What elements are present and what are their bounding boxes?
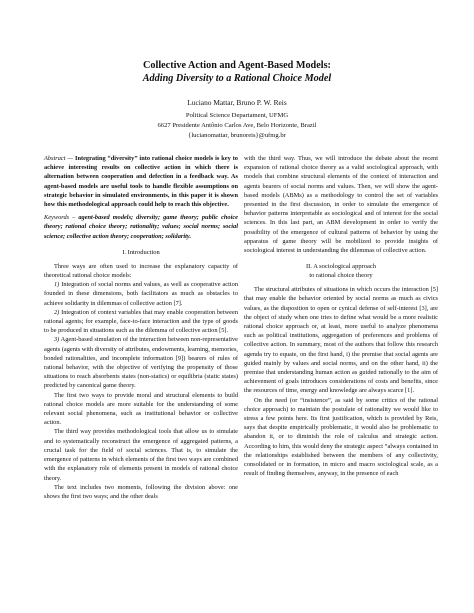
- intro-paragraph: Three ways are often used to increase the explanatory capacity of theoretical rational choice models:: [44, 262, 238, 280]
- body-paragraph: with the third way. Thus, we will introduce the debate about the recent expansion of rational choice theory as a valid sociological approach, with models that combine structural elements of the context of interaction and agents bearers of social norms and values. Then, we will show the agent-based models (ABMs) as a methodology to control the set of variables presented in the first discussion, in order to simulate the emergence of behavior patterns interpretable as sociological and of interest for the social sciences. In this last part, an ABM development in order to verify the possibility of the emergence of cultural patterns of behavior by using the apparatus of game theory will be mobilized to provide insights of sociological interest in understanding the dilemmas of collective action.: [244, 155, 438, 255]
- abstract-label: Abstract —: [44, 155, 74, 162]
- affiliation-address: 6627 Presidente Antônio Carlos Ave, Belo Horizonte, Brazil: [157, 122, 317, 129]
- list-item: [44, 335, 238, 390]
- list-item: [44, 280, 238, 308]
- abstract: [44, 154, 238, 209]
- section-heading-line: to rational choice theory: [309, 272, 373, 280]
- section-heading-sociological-approach: [244, 262, 438, 280]
- keywords-label: Keywords –: [44, 214, 76, 222]
- body-paragraph: The structural attributes of situations in which occurs the interaction [5] that may enable the behavior oriented by social norms as much as civics values, as the disposition to open or cynical defense of self-interest [3], are the object of study when one tries to define what would be a more realistic rational choice approach or, at least, more useful to analyze phenomena such as political institutions, aggregation of preferences and problems of collective action. In summary, most of the authors that follow this research agenda try to equate, on the first hand, i) the premise that social agents are guided mainly by values and social norms, and on the other hand, ii) the premise that understanding human action as guided rationally to the aim of achievement of goals introduces considerations of costs and benefits, since the resources of time, energy and knowledge are always scarce [1].: [244, 286, 438, 395]
- body-paragraph: The third way provides methodological tools that allow us to simulate and to systematically reconstruct the emergence of aggregated patterns, a crucial task for the field of social sciences. That is, to simulate the emergence of patterns in which elements of the first two ways are combined with the explanatory role of elements present in models of rational choice theory.: [44, 428, 238, 482]
- list-item-number: 2): [54, 308, 60, 316]
- paper-title: Collective Action and Agent-Based Models:: [143, 60, 331, 71]
- list-item-text: Integration of social norms and values, as well as cooperative action founded in these dimensions, both facilitators as much as obstacles to achieve solidarity in dilemmas of collective action [7].: [44, 281, 238, 307]
- body-paragraph: On the need (or “insistence”, as said by some critics of the rational choice approach) to maintain the postulate of rationality we would like to stress a few points here. Its first justification, which is provided by Reis, says that despite empirically problematic, it would also be problematic to abandon it, or to diminish the role of calculus and strategic action. According to him, this would deny the strategic aspect “always contained in the relationships established between the members of any collectivity, consolidated or in formation, in micro and macro sociological scale, as a result of finding themselves, anyway, in the presence of each: [244, 396, 438, 478]
- list-item-text: Agent-based simulation of the interaction between non-representative agents (agents with diversity of attributes, endowments, learning, memories, bonded rationalities, and incomplete information [9]) bearers of rules of rational behavior, with the objective of verifying the propensity of those situations to reach absorbents states (non-statics) or equilibria (static states) predicted by canonical game theory.: [44, 336, 238, 390]
- affiliation-email: {lucianomattar, brunoreis}@ufmg.br: [188, 132, 286, 139]
- body-paragraph: The text includes two moments, following the division above: one shows the first two ways; and the other deals: [44, 483, 238, 500]
- abstract-text: Integrating “diversity” into rational choice models is key to achieve interesting results on collective action in which there is alternation between cooperation and defection in a feedback way. As agent-based models are useful tools to handle flexible assumptions on strategic behavior in simulated environments, in this paper it is shown how this methodological approach could help to reach this objective.: [44, 155, 238, 209]
- paper-subtitle: Adding Diversity to a Rational Choice Model: [142, 73, 332, 84]
- keywords: [44, 213, 238, 241]
- author-names: Luciano Mattar, Bruno P. W. Reis: [187, 98, 287, 107]
- right-column: [244, 154, 438, 479]
- list-item-text: Integration of context variables that may enable cooperation between rational agents; for example, face-to-face interaction and the type of goods to be produced in situations such as the dilemma of collective action [5].: [44, 308, 238, 335]
- affiliation-department: Political Science Departament, UFMG: [185, 112, 289, 119]
- keywords-text: agent-based models; diversity; game theory; public choice theory; rational choice theory; rationality; values; social norms; social science; collective action theory; cooperation; solidarity.: [44, 214, 239, 240]
- body-paragraph: The first two ways to provide moral and structural elements to build rational choice models are more suitable for the understanding of some relevant social phenomena, such as institutional behavior or collective action.: [44, 391, 238, 427]
- section-heading-introduction: I. Introduction: [122, 248, 160, 256]
- left-column: [44, 154, 238, 501]
- list-item: [44, 308, 238, 336]
- list-item-number: 1): [54, 281, 60, 289]
- list-item-number: 3): [54, 336, 60, 344]
- section-heading-line: II. A sociological approach: [305, 263, 377, 271]
